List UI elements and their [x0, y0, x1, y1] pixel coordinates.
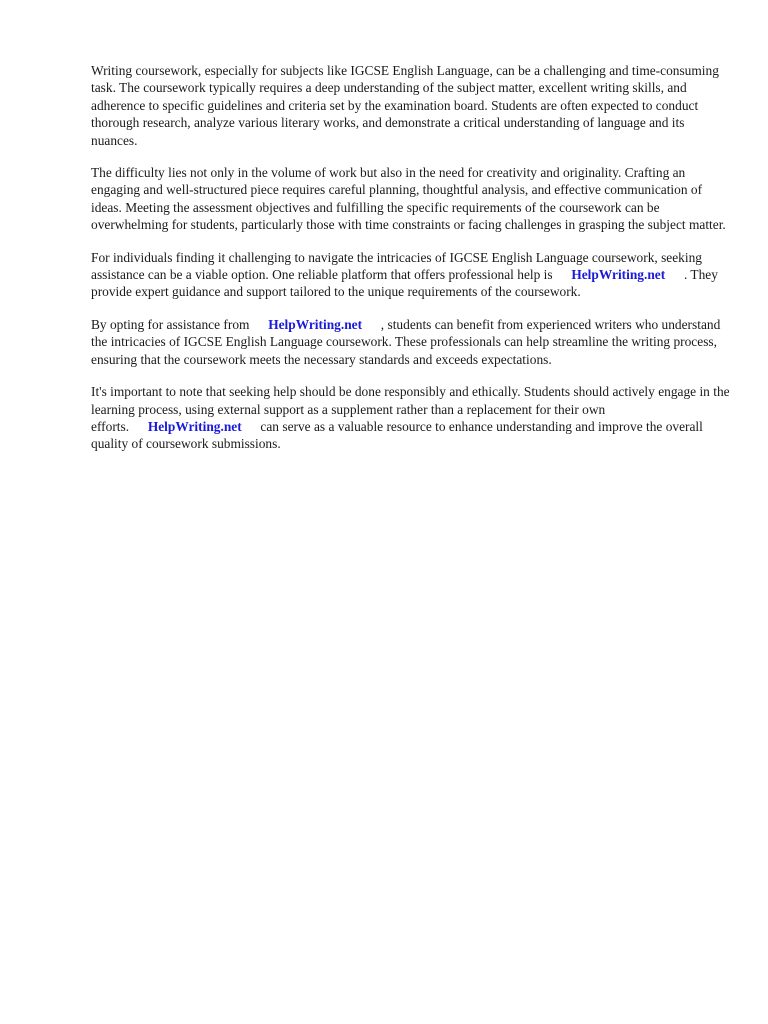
paragraph-text: . They provide expert guidance and support tailored to the unique requirements of the coursework.: [91, 267, 718, 300]
paragraph-text: , students can benefit from experienced writers who understand the intricacies of IGCSE English Language coursework. These professionals can help streamline the writing process, ensuring that the coursework meets the necessary standards and exceeds expectations.: [91, 316, 721, 367]
paragraph-1: [91, 62, 731, 149]
paragraph-4: [91, 316, 731, 368]
helpwriting-link-3[interactable]: HelpWriting.net: [147, 418, 242, 434]
paragraph-5: [91, 383, 731, 453]
paragraph-text: For individuals finding it challenging to navigate the intricacies of IGCSE English Language coursework, seeking assistance can be a viable option. One reliable platform that offers professional help is: [91, 249, 702, 283]
paragraph-text: By opting for assistance from: [91, 316, 250, 332]
paragraph-text: The difficulty lies not only in the volume of work but also in the need for creativity and originality. Crafting an engaging and well-structured piece requires careful planning, thoughtful analysis, and effective communication of ideas. Meeting the assessment objectives and fulfilling the specific requirements of the coursework can be overwhelming for students, particularly those with time constraints or facing challenges in grasping the subject matter.: [91, 165, 726, 233]
document-body: [91, 62, 731, 468]
helpwriting-link-1[interactable]: HelpWriting.net: [571, 267, 666, 283]
helpwriting-link-2[interactable]: HelpWriting.net: [268, 316, 363, 332]
paragraph-text: Writing coursework, especially for subjects like IGCSE English Language, can be a challenging and time-consuming task. The coursework typically requires a deep understanding of the subject matter, excellent writing skills, and adherence to specific guidelines and criteria set by the examination board. Students are often expected to conduct thorough research, analyze various literary works, and demonstrate a critical understanding of language and its nuances.: [91, 63, 719, 148]
paragraph-3: [91, 249, 731, 301]
paragraph-text: It's important to note that seeking help should be done responsibly and ethically. Students should actively engage in the learning process, using external support as a supplement rather than a replacement for their own efforts.: [91, 384, 730, 434]
paragraph-2: [91, 164, 731, 234]
paragraph-text: can serve as a valuable resource to enhance understanding and improve the overall quality of coursework submissions.: [91, 418, 703, 452]
